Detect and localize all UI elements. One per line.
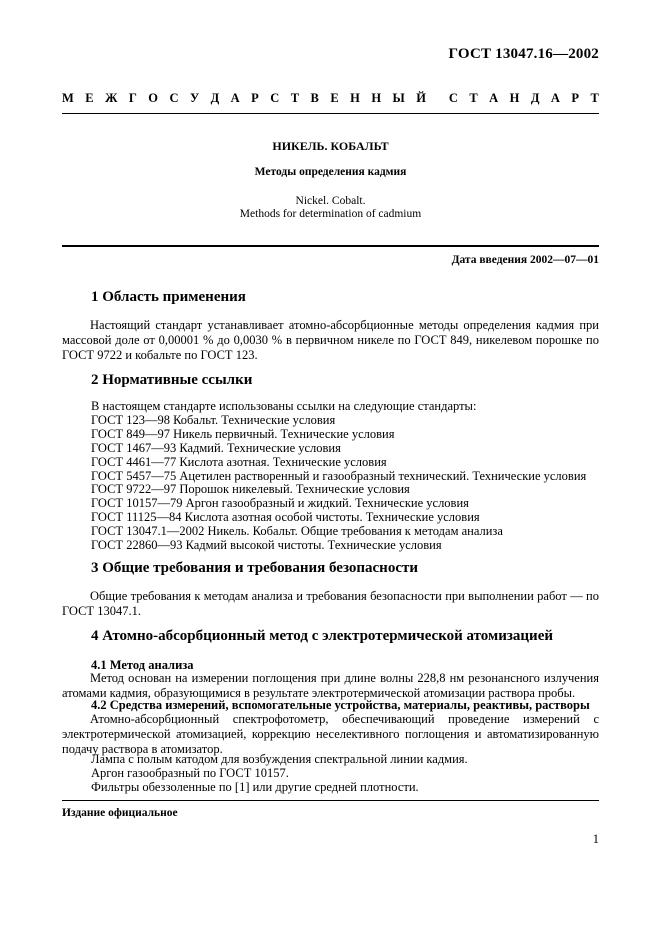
document-title: НИКЕЛЬ. КОБАЛЬТ	[272, 139, 389, 153]
banner-letter: Т	[469, 91, 478, 105]
list-item: ГОСТ 5457—75 Ацетилен растворенный и газообразный технический. Технические условия	[91, 468, 587, 483]
argon-line: Аргон газообразный по ГОСТ 10157.	[91, 766, 289, 780]
footer-divider	[62, 800, 599, 801]
banner-letter: Т	[590, 91, 599, 105]
document-code: ГОСТ 13047.16—2002	[448, 46, 599, 62]
page-number: 1	[592, 832, 599, 846]
banner-letter: Г	[128, 91, 137, 105]
document-subtitle: Методы определения кадмия	[254, 166, 407, 178]
section-3-heading: 3 Общие требования и требования безопасности	[91, 560, 418, 576]
banner-letter: М	[62, 91, 74, 105]
list-item: ГОСТ 123—98 Кобальт. Технические условия	[91, 412, 336, 427]
list-item: ГОСТ 4461—77 Кислота азотная. Технические условия	[91, 454, 387, 469]
subsection-4-1-heading: 4.1 Метод анализа	[91, 658, 194, 672]
list-item: ГОСТ 22860—93 Кадмий высокой чистоты. Технические условия	[91, 538, 442, 553]
normative-references-list	[91, 400, 599, 553]
banner-letter: Р	[251, 91, 259, 105]
list-item: ГОСТ 10157—79 Аргон газообразный и жидкий. Технические условия	[91, 496, 469, 511]
standard-banner	[62, 91, 599, 106]
banner-letter: Н	[350, 91, 360, 105]
section-1-text: Настоящий стандарт устанавливает атомно-абсорбционные методы определения кадмия при массовой доле от 0,00001 % до 0,0030 % в первичном никеле по ГОСТ 849, никелевом порошке по ГОСТ 9722 и кобальте по ГОСТ 123.	[62, 318, 599, 362]
banner-letter: Й	[416, 91, 426, 105]
section-2-heading: 2 Нормативные ссылки	[91, 372, 253, 388]
banner-letter: Е	[330, 91, 339, 105]
official-edition-label: Издание официальное	[62, 807, 178, 819]
banner-letter: А	[230, 91, 240, 105]
section-1-heading: 1 Область применения	[91, 289, 246, 305]
banner-letter: А	[550, 91, 560, 105]
banner-letter: Т	[290, 91, 300, 105]
banner-letter: Д	[530, 91, 540, 105]
banner-letter: Н	[509, 91, 520, 105]
banner-letter: Д	[210, 91, 220, 105]
subsection-4-2-text: Атомно-абсорбционный спектрофотометр, обеспечивающий проведение измерений с электротермической атомизацией, коррекцию неселективного поглощения и автоматизированную подачу раствора в атомизатор.	[62, 712, 599, 756]
banner-letter: Е	[85, 91, 94, 105]
english-title-line-2: Methods for determination of cadmium	[239, 208, 422, 220]
banner-letter: У	[189, 91, 200, 105]
subsection-4-2-heading: 4.2 Средства измерений, вспомогательные устройства, материалы, реактивы, растворы	[91, 698, 590, 712]
english-title-line-1: Nickel. Cobalt.	[295, 195, 366, 207]
section-3-text: Общие требования к методам анализа и требования безопасности при выполнении работ — по ГОСТ 13047.1.	[62, 589, 599, 618]
list-item: ГОСТ 9722—97 Порошок никелевый. Технические условия	[91, 482, 410, 497]
banner-letter: Ж	[105, 91, 118, 105]
filters-line: Фильтры обеззоленные по [1] или другие средней плотности.	[91, 780, 419, 794]
subsection-4-1-text: Метод основан на измерении поглощения при длине волны 228,8 нм резонансного излучения атомами кадмия, образующимися в результате электротермической атомизации раствора пробы.	[62, 671, 599, 700]
section-4-heading: 4 Атомно-абсорбционный метод с электротермической атомизацией	[91, 628, 553, 644]
banner-letter: В	[310, 91, 319, 105]
title-divider	[62, 245, 599, 247]
banner-letter: Ы	[392, 91, 405, 105]
banner-letter: А	[489, 91, 499, 105]
banner-letter: Н	[371, 91, 382, 105]
introduction-date: Дата введения 2002—07—01	[451, 254, 599, 266]
banner-letter: С	[448, 91, 458, 105]
list-item: В настоящем стандарте использованы ссылки на следующие стандарты:	[91, 399, 477, 413]
banner-letter: С	[270, 91, 280, 105]
banner-divider	[62, 113, 599, 114]
banner-letter: Р	[571, 91, 580, 105]
banner-letter: С	[169, 91, 179, 105]
lamp-line: Лампа с полым катодом для возбуждения спектральной линии кадмия.	[91, 752, 468, 766]
banner-letter: О	[148, 91, 159, 105]
list-item: ГОСТ 849—97 Никель первичный. Технические условия	[91, 426, 395, 441]
list-item: ГОСТ 1467—93 Кадмий. Технические условия	[91, 440, 341, 455]
list-item: ГОСТ 11125—84 Кислота азотная особой чистоты. Технические условия	[91, 510, 480, 525]
list-item: ГОСТ 13047.1—2002 Никель. Кобальт. Общие требования к методам анализа	[91, 524, 503, 539]
